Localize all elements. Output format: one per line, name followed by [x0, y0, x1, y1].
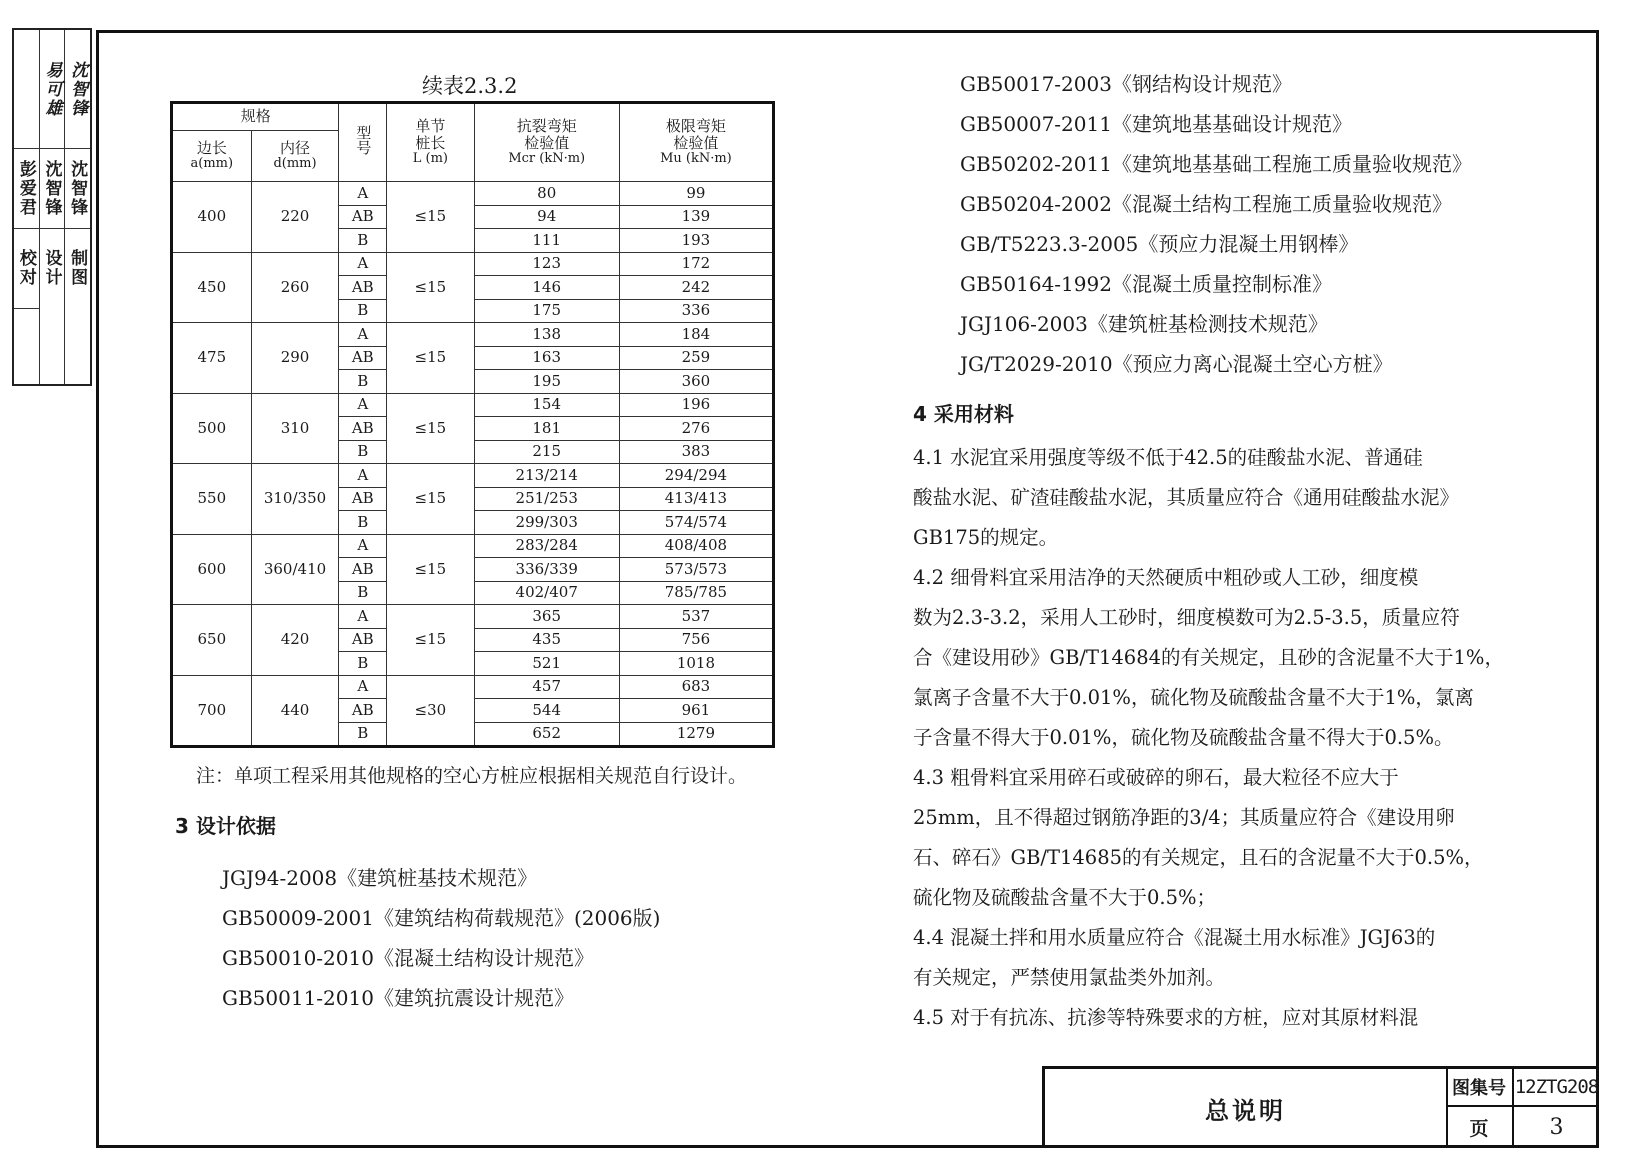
title-block	[1042, 1066, 1599, 1148]
table-row	[172, 323, 774, 347]
crack-moment-cell: 215	[474, 440, 619, 464]
side-cell: 600	[172, 534, 252, 605]
crack-moment-cell: 652	[474, 722, 619, 747]
paragraph-line: 子含量不得大于0.01%，硫化物及硫酸盐含量不得大于0.5%。	[913, 726, 1454, 749]
crack-moment-cell: 402/407	[474, 581, 619, 605]
sidebar-roles-column	[14, 30, 40, 384]
sidebar-blank-2	[14, 308, 39, 386]
ref-item: GB/T5223.3-2005《预应力混凝土用钢棒》	[960, 232, 1359, 256]
header-ultimate-moment: 极限弯矩检验值 Mu (kN·m)	[619, 103, 773, 182]
side-cell: 450	[172, 252, 252, 323]
length-cell: ≤15	[387, 464, 474, 535]
type-cell: A	[339, 464, 387, 488]
side-cell: 550	[172, 464, 252, 535]
section-4-heading: 4 采用材料	[913, 402, 1014, 426]
length-cell: ≤15	[387, 182, 474, 253]
ultimate-moment-cell: 1018	[619, 652, 773, 676]
ref-item: GB50164-1992《混凝土质量控制标准》	[960, 272, 1332, 296]
paragraph-line: 氯离子含量不大于0.01%，硫化物及硫酸盐含量不大于1%，氯离	[913, 686, 1474, 709]
crack-moment-cell: 195	[474, 370, 619, 394]
crack-moment-cell: 175	[474, 299, 619, 323]
ultimate-moment-cell: 172	[619, 252, 773, 276]
crack-moment-cell: 123	[474, 252, 619, 276]
type-cell: AB	[339, 487, 387, 511]
crack-moment-cell: 94	[474, 205, 619, 229]
crack-moment-cell: 163	[474, 346, 619, 370]
crack-moment-cell: 80	[474, 182, 619, 206]
paragraph-line: 酸盐水泥、矿渣硅酸盐水泥，其质量应符合《通用硅酸盐水泥》	[913, 486, 1460, 509]
page-number: 3	[1549, 1115, 1564, 1140]
type-cell: B	[339, 440, 387, 464]
header-spec: 规格	[172, 103, 339, 131]
crack-moment-cell: 365	[474, 605, 619, 629]
side-cell: 475	[172, 323, 252, 394]
ultimate-moment-cell: 683	[619, 675, 773, 699]
table-row	[172, 605, 774, 629]
header-side: 边长 a(mm)	[172, 131, 252, 182]
type-cell: AB	[339, 346, 387, 370]
type-cell: AB	[339, 628, 387, 652]
table-row	[172, 464, 774, 488]
type-cell: AB	[339, 699, 387, 723]
signoff-sidebar	[12, 28, 92, 386]
drawing-title: 总说明	[1045, 1069, 1448, 1148]
signature-2: 沈智锋	[67, 60, 88, 118]
ultimate-moment-cell: 537	[619, 605, 773, 629]
signature-1: 易可雄	[41, 60, 62, 118]
type-cell: B	[339, 652, 387, 676]
header-crack-moment: 抗裂弯矩检验值 Mcr (kN·m)	[474, 103, 619, 182]
crack-moment-cell: 457	[474, 675, 619, 699]
ultimate-moment-cell: 1279	[619, 722, 773, 747]
section-3-heading: 3 设计依据	[175, 814, 276, 838]
spec-table	[170, 101, 775, 748]
type-cell: B	[339, 511, 387, 535]
ultimate-moment-cell: 756	[619, 628, 773, 652]
ultimate-moment-cell: 193	[619, 229, 773, 253]
length-cell: ≤15	[387, 323, 474, 394]
table-row	[172, 182, 774, 206]
length-cell: ≤30	[387, 675, 474, 747]
inner-cell: 420	[251, 605, 339, 676]
type-cell: B	[339, 581, 387, 605]
atlas-label: 图集号	[1446, 1069, 1514, 1107]
ultimate-moment-cell: 408/408	[619, 534, 773, 558]
ultimate-moment-cell: 413/413	[619, 487, 773, 511]
crack-moment-cell: 111	[474, 229, 619, 253]
sidebar-role-1: 校对	[15, 249, 36, 287]
type-cell: AB	[339, 558, 387, 582]
ref-item: JGJ106-2003《建筑桩基检测技术规范》	[960, 312, 1328, 336]
crack-moment-cell: 435	[474, 628, 619, 652]
ultimate-moment-cell: 196	[619, 393, 773, 417]
type-cell: B	[339, 229, 387, 253]
length-cell: ≤15	[387, 393, 474, 464]
ultimate-moment-cell: 184	[619, 323, 773, 347]
crack-moment-cell: 181	[474, 417, 619, 441]
ultimate-moment-cell: 99	[619, 182, 773, 206]
type-cell: B	[339, 299, 387, 323]
type-cell: A	[339, 323, 387, 347]
type-cell: AB	[339, 205, 387, 229]
table-note: 注：单项工程采用其他规格的空心方桩应根据相关规范自行设计。	[196, 765, 748, 787]
side-cell: 650	[172, 605, 252, 676]
length-cell: ≤15	[387, 605, 474, 676]
type-cell: AB	[339, 417, 387, 441]
ultimate-moment-cell: 360	[619, 370, 773, 394]
paragraph-line: 4.4 混凝土拌和用水质量应符合《混凝土用水标准》JGJ63的	[913, 926, 1436, 949]
crack-moment-cell: 336/339	[474, 558, 619, 582]
side-cell: 500	[172, 393, 252, 464]
table-row	[172, 675, 774, 699]
crack-moment-cell: 521	[474, 652, 619, 676]
inner-cell: 310/350	[251, 464, 339, 535]
sidebar-sign-column	[65, 30, 90, 384]
inner-cell: 440	[251, 675, 339, 747]
atlas-number: 12ZTG208	[1514, 1069, 1599, 1107]
sidebar-name-3: 沈智锋	[67, 159, 88, 217]
type-cell: A	[339, 605, 387, 629]
ultimate-moment-cell: 961	[619, 699, 773, 723]
crack-moment-cell: 146	[474, 276, 619, 300]
crack-moment-cell: 544	[474, 699, 619, 723]
ref-item: GB50011-2010《建筑抗震设计规范》	[222, 986, 574, 1010]
type-cell: A	[339, 534, 387, 558]
type-cell: B	[339, 370, 387, 394]
inner-cell: 290	[251, 323, 339, 394]
crack-moment-cell: 283/284	[474, 534, 619, 558]
crack-moment-cell: 213/214	[474, 464, 619, 488]
ultimate-moment-cell: 139	[619, 205, 773, 229]
crack-moment-cell: 299/303	[474, 511, 619, 535]
type-cell: A	[339, 675, 387, 699]
ref-item: GB50202-2011《建筑地基基础工程施工质量验收规范》	[960, 152, 1472, 176]
ref-item: GB50009-2001《建筑结构荷载规范》(2006版)	[222, 906, 661, 930]
sidebar-names-column	[40, 30, 66, 384]
ultimate-moment-cell: 259	[619, 346, 773, 370]
type-cell: AB	[339, 276, 387, 300]
sidebar-role-3: 制图	[67, 249, 88, 287]
inner-cell: 360/410	[251, 534, 339, 605]
paragraph-line: 数为2.3-3.2，采用人工砂时，细度模数可为2.5-3.5，质量应符	[913, 606, 1460, 629]
paragraph-line: 4.5 对于有抗冻、抗渗等特殊要求的方桩，应对其原材料混	[913, 1006, 1419, 1029]
paragraph-line: 4.2 细骨料宜采用洁净的天然硬质中粗砂或人工砂，细度模	[913, 566, 1419, 589]
paragraph-line: GB175的规定。	[913, 526, 1059, 549]
ref-item: GB50007-2011《建筑地基基础设计规范》	[960, 112, 1352, 136]
ultimate-moment-cell: 574/574	[619, 511, 773, 535]
paragraph-line: 合《建设用砂》GB/T14684的有关规定，且砂的含泥量不大于1%，	[913, 646, 1504, 669]
ultimate-moment-cell: 336	[619, 299, 773, 323]
sidebar-role-2: 设计	[41, 249, 62, 287]
table-row	[172, 393, 774, 417]
ref-item: GB50204-2002《混凝土结构工程施工质量验收规范》	[960, 192, 1452, 216]
crack-moment-cell: 138	[474, 323, 619, 347]
type-cell: B	[339, 722, 387, 747]
type-cell: A	[339, 182, 387, 206]
header-inner: 内径 d(mm)	[251, 131, 339, 182]
ref-item: JGJ94-2008《建筑桩基技术规范》	[222, 866, 538, 890]
ref-item: GB50017-2003《钢结构设计规范》	[960, 72, 1292, 96]
ultimate-moment-cell: 276	[619, 417, 773, 441]
header-length: 单节桩长 L (m)	[387, 103, 474, 182]
ultimate-moment-cell: 785/785	[619, 581, 773, 605]
side-cell: 700	[172, 675, 252, 747]
crack-moment-cell: 251/253	[474, 487, 619, 511]
ultimate-moment-cell: 242	[619, 276, 773, 300]
page-label: 页	[1446, 1107, 1514, 1148]
ref-item: GB50010-2010《混凝土结构设计规范》	[222, 946, 594, 970]
type-cell: A	[339, 252, 387, 276]
table-caption: 续表2.3.2	[422, 74, 518, 98]
sidebar-name-2: 沈智锋	[41, 159, 62, 217]
spec-table-body	[172, 182, 774, 747]
paragraph-line: 25mm，且不得超过钢筋净距的3/4；其质量应符合《建设用卵	[913, 806, 1455, 829]
type-cell: A	[339, 393, 387, 417]
inner-cell: 220	[251, 182, 339, 253]
ultimate-moment-cell: 383	[619, 440, 773, 464]
length-cell: ≤15	[387, 252, 474, 323]
paragraph-line: 硫化物及硫酸盐含量不大于0.5%；	[913, 886, 1217, 909]
ref-item: JG/T2029-2010《预应力离心混凝土空心方桩》	[960, 352, 1393, 376]
side-cell: 400	[172, 182, 252, 253]
table-row	[172, 252, 774, 276]
paragraph-line: 石、碎石》GB/T14685的有关规定，且石的含泥量不大于0.5%，	[913, 846, 1484, 869]
sidebar-blank	[14, 30, 39, 148]
inner-cell: 260	[251, 252, 339, 323]
header-type: 型号	[339, 103, 387, 182]
paragraph-line: 4.3 粗骨料宜采用碎石或破碎的卵石，最大粒径不应大于	[913, 766, 1399, 789]
table-row	[172, 534, 774, 558]
length-cell: ≤15	[387, 534, 474, 605]
inner-cell: 310	[251, 393, 339, 464]
paragraph-line: 4.1 水泥宜采用强度等级不低于42.5的硅酸盐水泥、普通硅	[913, 446, 1423, 469]
sidebar-name-1: 彭爱君	[15, 159, 36, 217]
paragraph-line: 有关规定，严禁使用氯盐类外加剂。	[913, 966, 1226, 989]
ultimate-moment-cell: 573/573	[619, 558, 773, 582]
ultimate-moment-cell: 294/294	[619, 464, 773, 488]
crack-moment-cell: 154	[474, 393, 619, 417]
